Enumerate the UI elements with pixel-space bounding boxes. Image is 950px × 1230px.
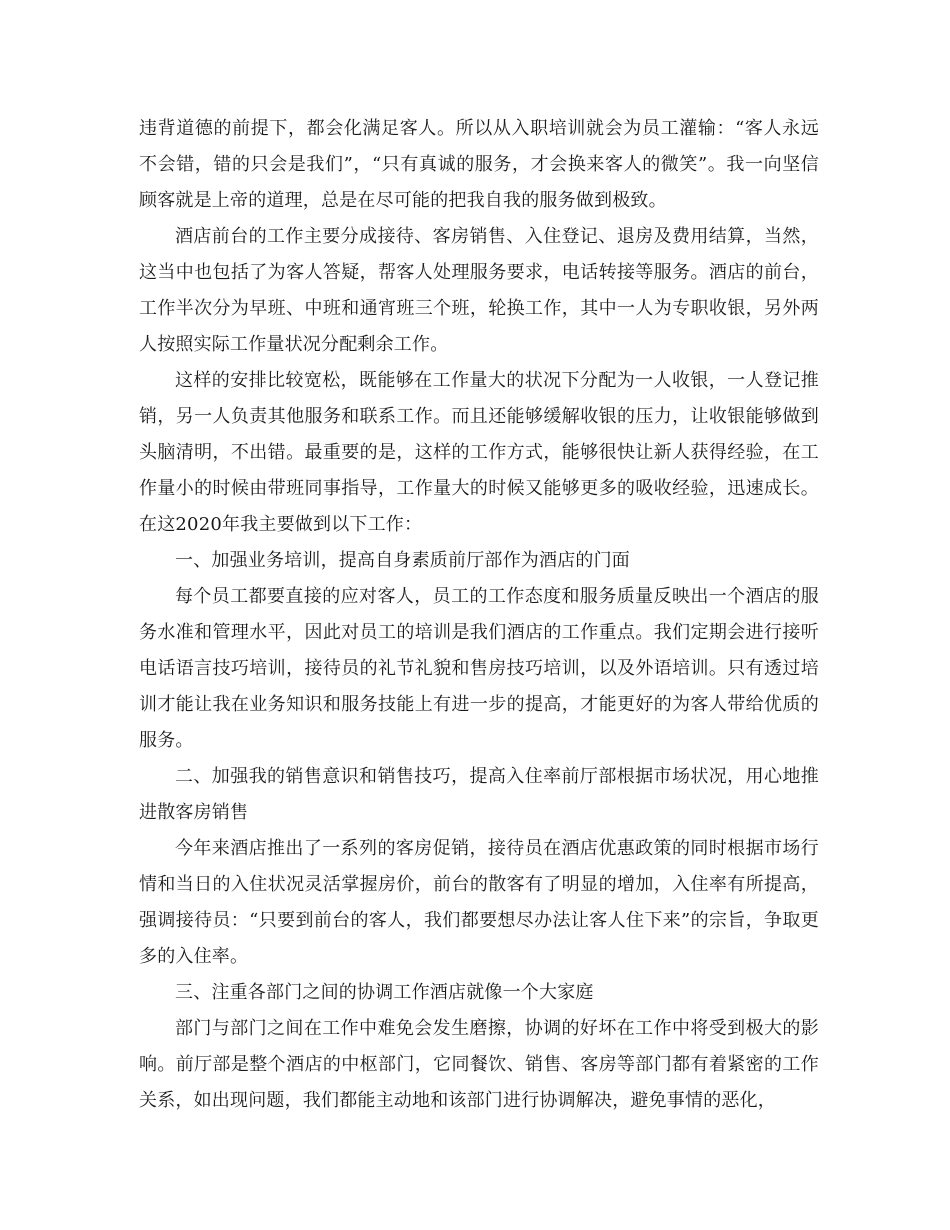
paragraph-department-coordination: 部门与部门之间在工作中难免会发生磨擦，协调的好坏在工作中将受到极大的影响。前厅部是整个酒店的中枢部门，它同餐饮、销售、客房等部门都有着紧密的工作关系，如出现问题，我们都能主动地和该部门进行协调解决，避免事情的恶化， (139, 1018, 819, 1111)
heading-section-one: 一、加强业务培训，提高自身素质前厅部作为酒店的门面 (175, 550, 630, 571)
paragraph-front-desk-duties: 酒店前台的工作主要分成接待、客房销售、入住登记、退房及费用结算，当然，这当中也包括了为客人答疑，帮客人处理服务要求，电话转接等服务。酒店的前台，工作半次分为早班、中班和通宵班三个班，轮换工作，其中一人为专职收银，另外两人按照实际工作量状况分配剩余工作。 (139, 226, 819, 355)
paragraph-room-promotion: 今年来酒店推出了一系列的客房促销，接待员在酒店优惠政策的同时根据市场行情和当日的入住状况灵活掌握房价，前台的散客有了明显的增加，入住率有所提高，强调接待员：“只要到前台的客人，我们都要想尽办法让客人住下来”的宗旨，争取更多的入住率。 (139, 838, 819, 967)
document-body (139, 111, 819, 1119)
paragraph-continuation: 违背道德的前提下，都会化满足客人。所以从入职培训就会为员工灌输：“客人永远不会错，错的只会是我们”，“只有真诚的服务，才会换来客人的微笑”。我一向坚信顾客就是上帝的道理，总是在尽可能的把我自我的服务做到极致。 (139, 118, 819, 211)
heading-section-two: 二、加强我的销售意识和销售技巧，提高入住率前厅部根据市场状况，用心地推进散客房销售 (139, 766, 819, 823)
heading-section-three: 三、注重各部门之间的协调工作酒店就像一个大家庭 (175, 982, 594, 1003)
paragraph-staff-training: 每个员工都要直接的应对客人，员工的工作态度和服务质量反映出一个酒店的服务水准和管理水平，因此对员工的培训是我们酒店的工作重点。我们定期会进行接听电话语言技巧培训，接待员的礼节礼貌和售房技巧培训，以及外语培训。只有透过培训才能让我在业务知识和服务技能上有进一步的提高，才能更好的为客人带给优质的服务。 (139, 586, 819, 751)
paragraph-shift-arrangement: 这样的安排比较宽松，既能够在工作量大的状况下分配为一人收银，一人登记推销，另一人负责其他服务和联系工作。而且还能够缓解收银的压力，让收银能够做到头脑清明，不出错。最重要的是，这样的工作方式，能够很快让新人获得经验，在工作量小的时候由带班同事指导，工作量大的时候又能够更多的吸收经验，迅速成长。在这2020年我主要做到以下工作： (139, 370, 819, 535)
